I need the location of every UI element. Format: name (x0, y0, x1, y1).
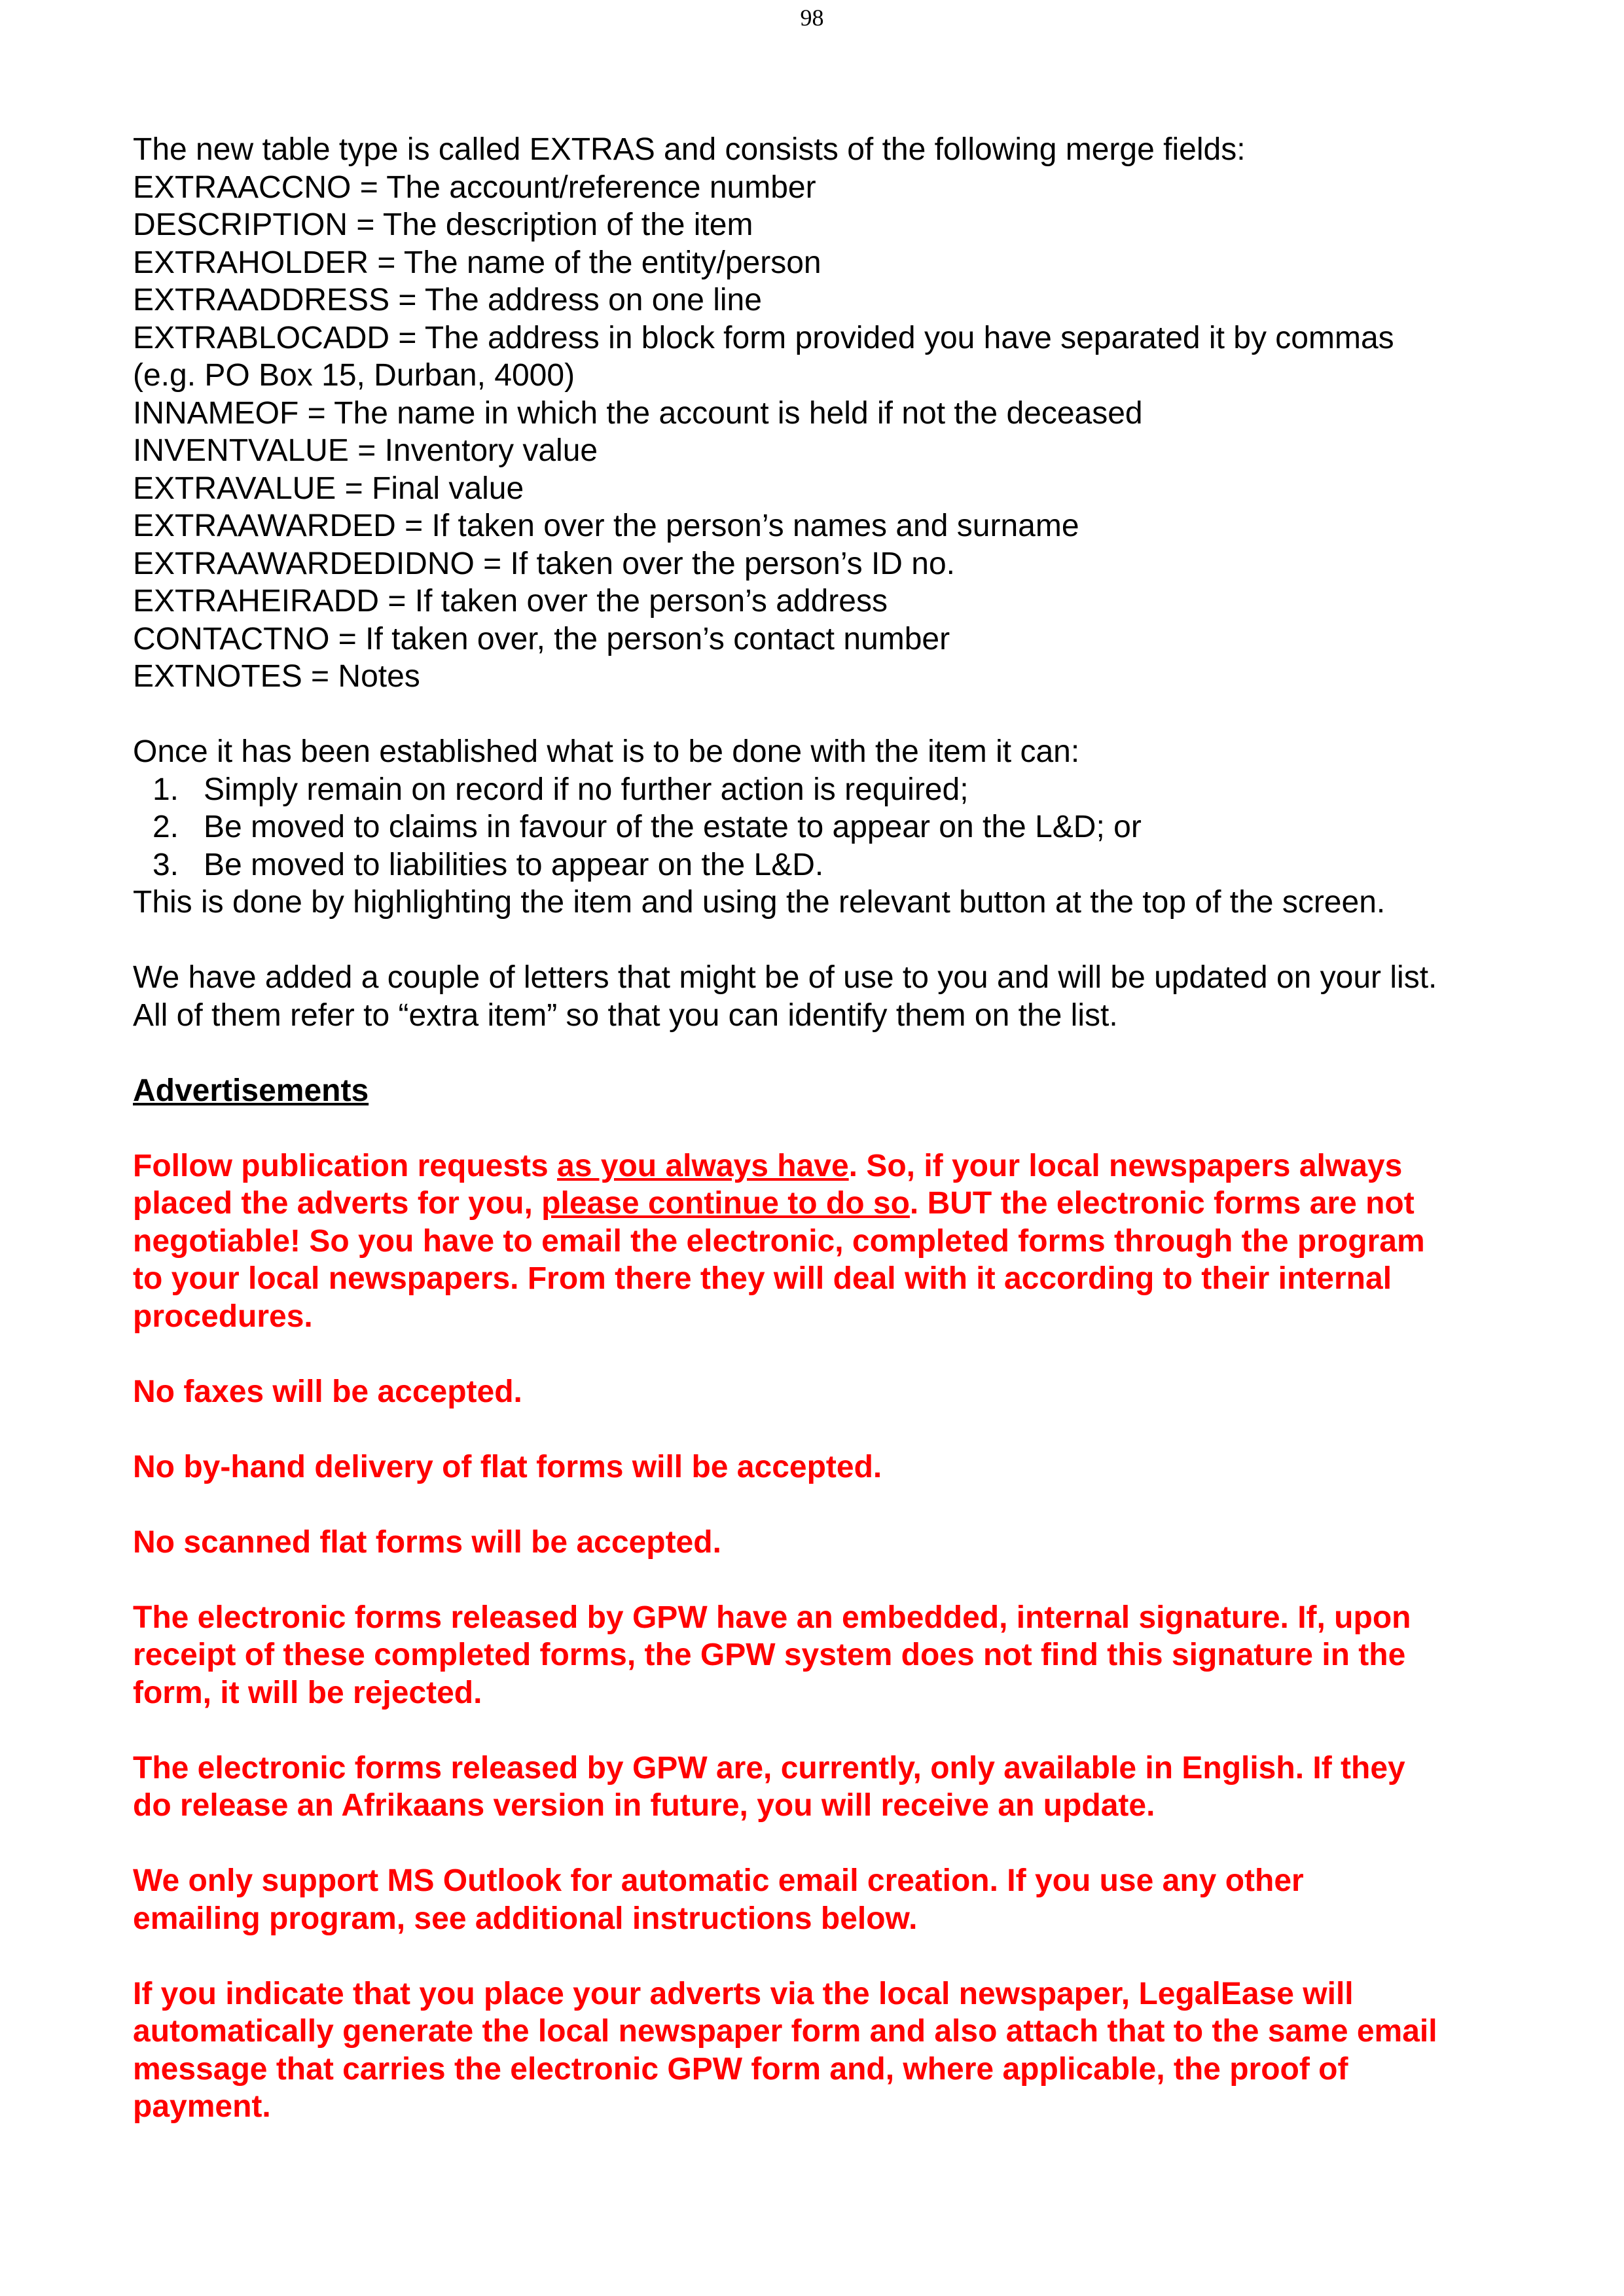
document-body (133, 131, 1540, 2126)
letters-paragraph: We have added a couple of letters that might be of use to you and will be updated on your list. All of them refer to “extra item” so that you can identify them on the list. (133, 960, 1437, 1033)
merge-field-line: EXTRAVALUE = Final value (133, 471, 524, 506)
outlook-paragraph: We only support MS Outlook for automatic email creation. If you use any other emailing program, see additional instructions below. (133, 1863, 1304, 1936)
merge-field-line: INNAMEOF = The name in which the account is held if not the deceased (133, 395, 1143, 431)
merge-field-line: EXTRAACCNO = The account/reference number (133, 170, 816, 205)
merge-field-list (133, 169, 1540, 696)
publication-paragraph: Follow publication requests as you always have. So, if your local newspapers always placed the adverts for you, please continue to do so. BUT the electronic forms are not negotiable! So you have to email the electronic, completed forms through the program to your local newspapers. From there they will deal with it according to their internal procedures. (133, 1148, 1425, 1334)
merge-field-line: EXTRAHEIRADD = If taken over the person’s address (133, 584, 888, 619)
merge-field-line: EXTRAAWARDED = If taken over the person’s names and surname (133, 509, 1079, 543)
no-faxes-notice: No faxes will be accepted. (133, 1374, 522, 1409)
merge-field-line: (e.g. PO Box 15, Durban, 4000) (133, 358, 575, 393)
signature-paragraph: The electronic forms released by GPW have an embedded, internal signature. If, upon receipt of these completed forms, the GPW system does not find this signature in the form, it will be rejected. (133, 1600, 1411, 1710)
once-intro: Once it has been established what is to be done with the item it can: (133, 734, 1080, 769)
merge-field-line: EXTNOTES = Notes (133, 659, 420, 694)
list-item: 1. Simply remain on record if no further action is required; (152, 772, 969, 807)
list-item: 2. Be moved to claims in favour of the estate to appear on the L&D; or (152, 810, 1142, 844)
steps-list (133, 771, 1540, 884)
steps-outro: This is done by highlighting the item and using the relevant button at the top of the screen. (133, 885, 1386, 920)
english-paragraph: The electronic forms released by GPW are, currently, only available in English. If they do release an Afrikaans version in future, you will receive an update. (133, 1750, 1405, 1823)
page-number: 98 (800, 5, 824, 31)
fields-intro: The new table type is called EXTRAS and consists of the following merge fields: (133, 132, 1246, 167)
merge-field-line: INVENTVALUE = Inventory value (133, 433, 598, 468)
merge-field-line: EXTRAHOLDER = The name of the entity/person (133, 245, 821, 280)
merge-field-line: EXTRABLOCADD = The address in block form provided you have separated it by commas (133, 320, 1394, 355)
local-newspaper-paragraph: If you indicate that you place your adverts via the local newspaper, LegalEase will automatically generate the local newspaper form and also attach that to the same email message that carries the electronic GPW form and, where applicable, the proof of payment. (133, 1976, 1437, 2124)
advertisements-heading: Advertisements (133, 1073, 369, 1108)
no-byhand-notice: No by-hand delivery of flat forms will be accepted. (133, 1449, 882, 1484)
merge-field-line: DESCRIPTION = The description of the item (133, 207, 753, 242)
list-item: 3. Be moved to liabilities to appear on the L&D. (152, 847, 824, 882)
no-scanned-notice: No scanned flat forms will be accepted. (133, 1524, 721, 1560)
merge-field-line: EXTRAADDRESS = The address on one line (133, 283, 762, 317)
merge-field-line: CONTACTNO = If taken over, the person’s contact number (133, 621, 950, 656)
merge-field-line: EXTRAAWARDEDIDNO = If taken over the person’s ID no. (133, 546, 956, 581)
